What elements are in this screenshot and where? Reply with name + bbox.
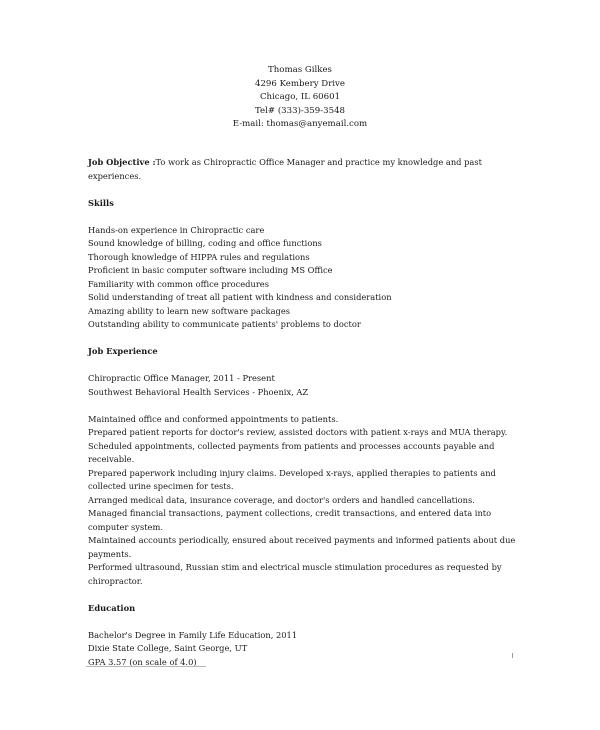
education-degree: Bachelor's Degree in Family Life Education, 2011 (88, 629, 298, 640)
education-heading: Education (88, 602, 136, 613)
duty-item: Maintained accounts periodically, ensured about received payments and informed patients about due payments. (88, 535, 516, 559)
contact-header (0, 64, 600, 132)
job-company: Southwest Behavioral Health Services - Phoenix, AZ (88, 386, 309, 397)
objective-section (88, 156, 518, 183)
skill-item: Proficient in basic computer software including MS Office (88, 265, 333, 275)
duty-item: Prepared paperwork including injury claims. Developed x-rays, applied therapies to patients and collected urine specimen for tests. (88, 467, 496, 491)
skill-item: Thorough knowledge of HIPPA rules and regulations (88, 251, 310, 262)
duty-item: Performed ultrasound, Russian stim and electrical muscle stimulation procedures as requested by chiropractor. (88, 562, 502, 586)
contact-address: 4296 Kembery Drive (255, 78, 345, 89)
skill-item: Outstanding ability to communicate patients' problems to doctor (88, 319, 361, 329)
contact-email: E-mail: thomas@anyemail.com (232, 119, 368, 130)
objective-label: Job Objective : (88, 157, 156, 167)
duty-item: Arranged medical data, insurance coverage, and doctor's orders and handled cancellations. (88, 494, 475, 505)
margin-mark (512, 653, 513, 658)
duties-list (88, 413, 518, 589)
skill-item: Familiarity with common office procedures (88, 278, 269, 289)
contact-city: Chicago, IL 60601 (259, 92, 341, 103)
job-title: Chiropractic Office Manager, 2011 - Present (88, 373, 275, 383)
education-gpa: GPA 3.57 (on scale of 4.0) (88, 656, 197, 667)
experience-heading: Job Experience (88, 346, 158, 356)
duty-item: Managed financial transactions, payment collections, credit transactions, and entered data into computer system. (88, 508, 492, 532)
education-school: Dixie State College, Saint George, UT (88, 643, 248, 653)
duty-item: Prepared patient reports for doctor's review, assisted doctors with patient x-rays and MUA therapy. (88, 427, 508, 437)
skill-item: Hands-on experience in Chiropractic care (88, 224, 265, 235)
duty-item: Maintained office and conformed appointments to patients. (88, 413, 339, 424)
duty-item: Scheduled appointments, collected payments from patients and processes accounts payable and receivable. (88, 440, 495, 464)
objective-text: To work as Chiropractic Office Manager and practice my knowledge and past experiences. (88, 157, 482, 181)
skills-list (88, 224, 518, 332)
footer-divider (86, 666, 206, 667)
resume-body (88, 156, 518, 669)
skills-heading: Skills (88, 197, 114, 208)
contact-name: Thomas Gilkes (268, 65, 332, 75)
skill-item: Sound knowledge of billing, coding and office functions (88, 238, 322, 248)
contact-phone: Tel# (333)-359-3548 (254, 105, 346, 116)
skill-item: Amazing ability to learn new software packages (88, 305, 290, 316)
skill-item: Solid understanding of treat all patient with kindness and consideration (88, 292, 392, 302)
